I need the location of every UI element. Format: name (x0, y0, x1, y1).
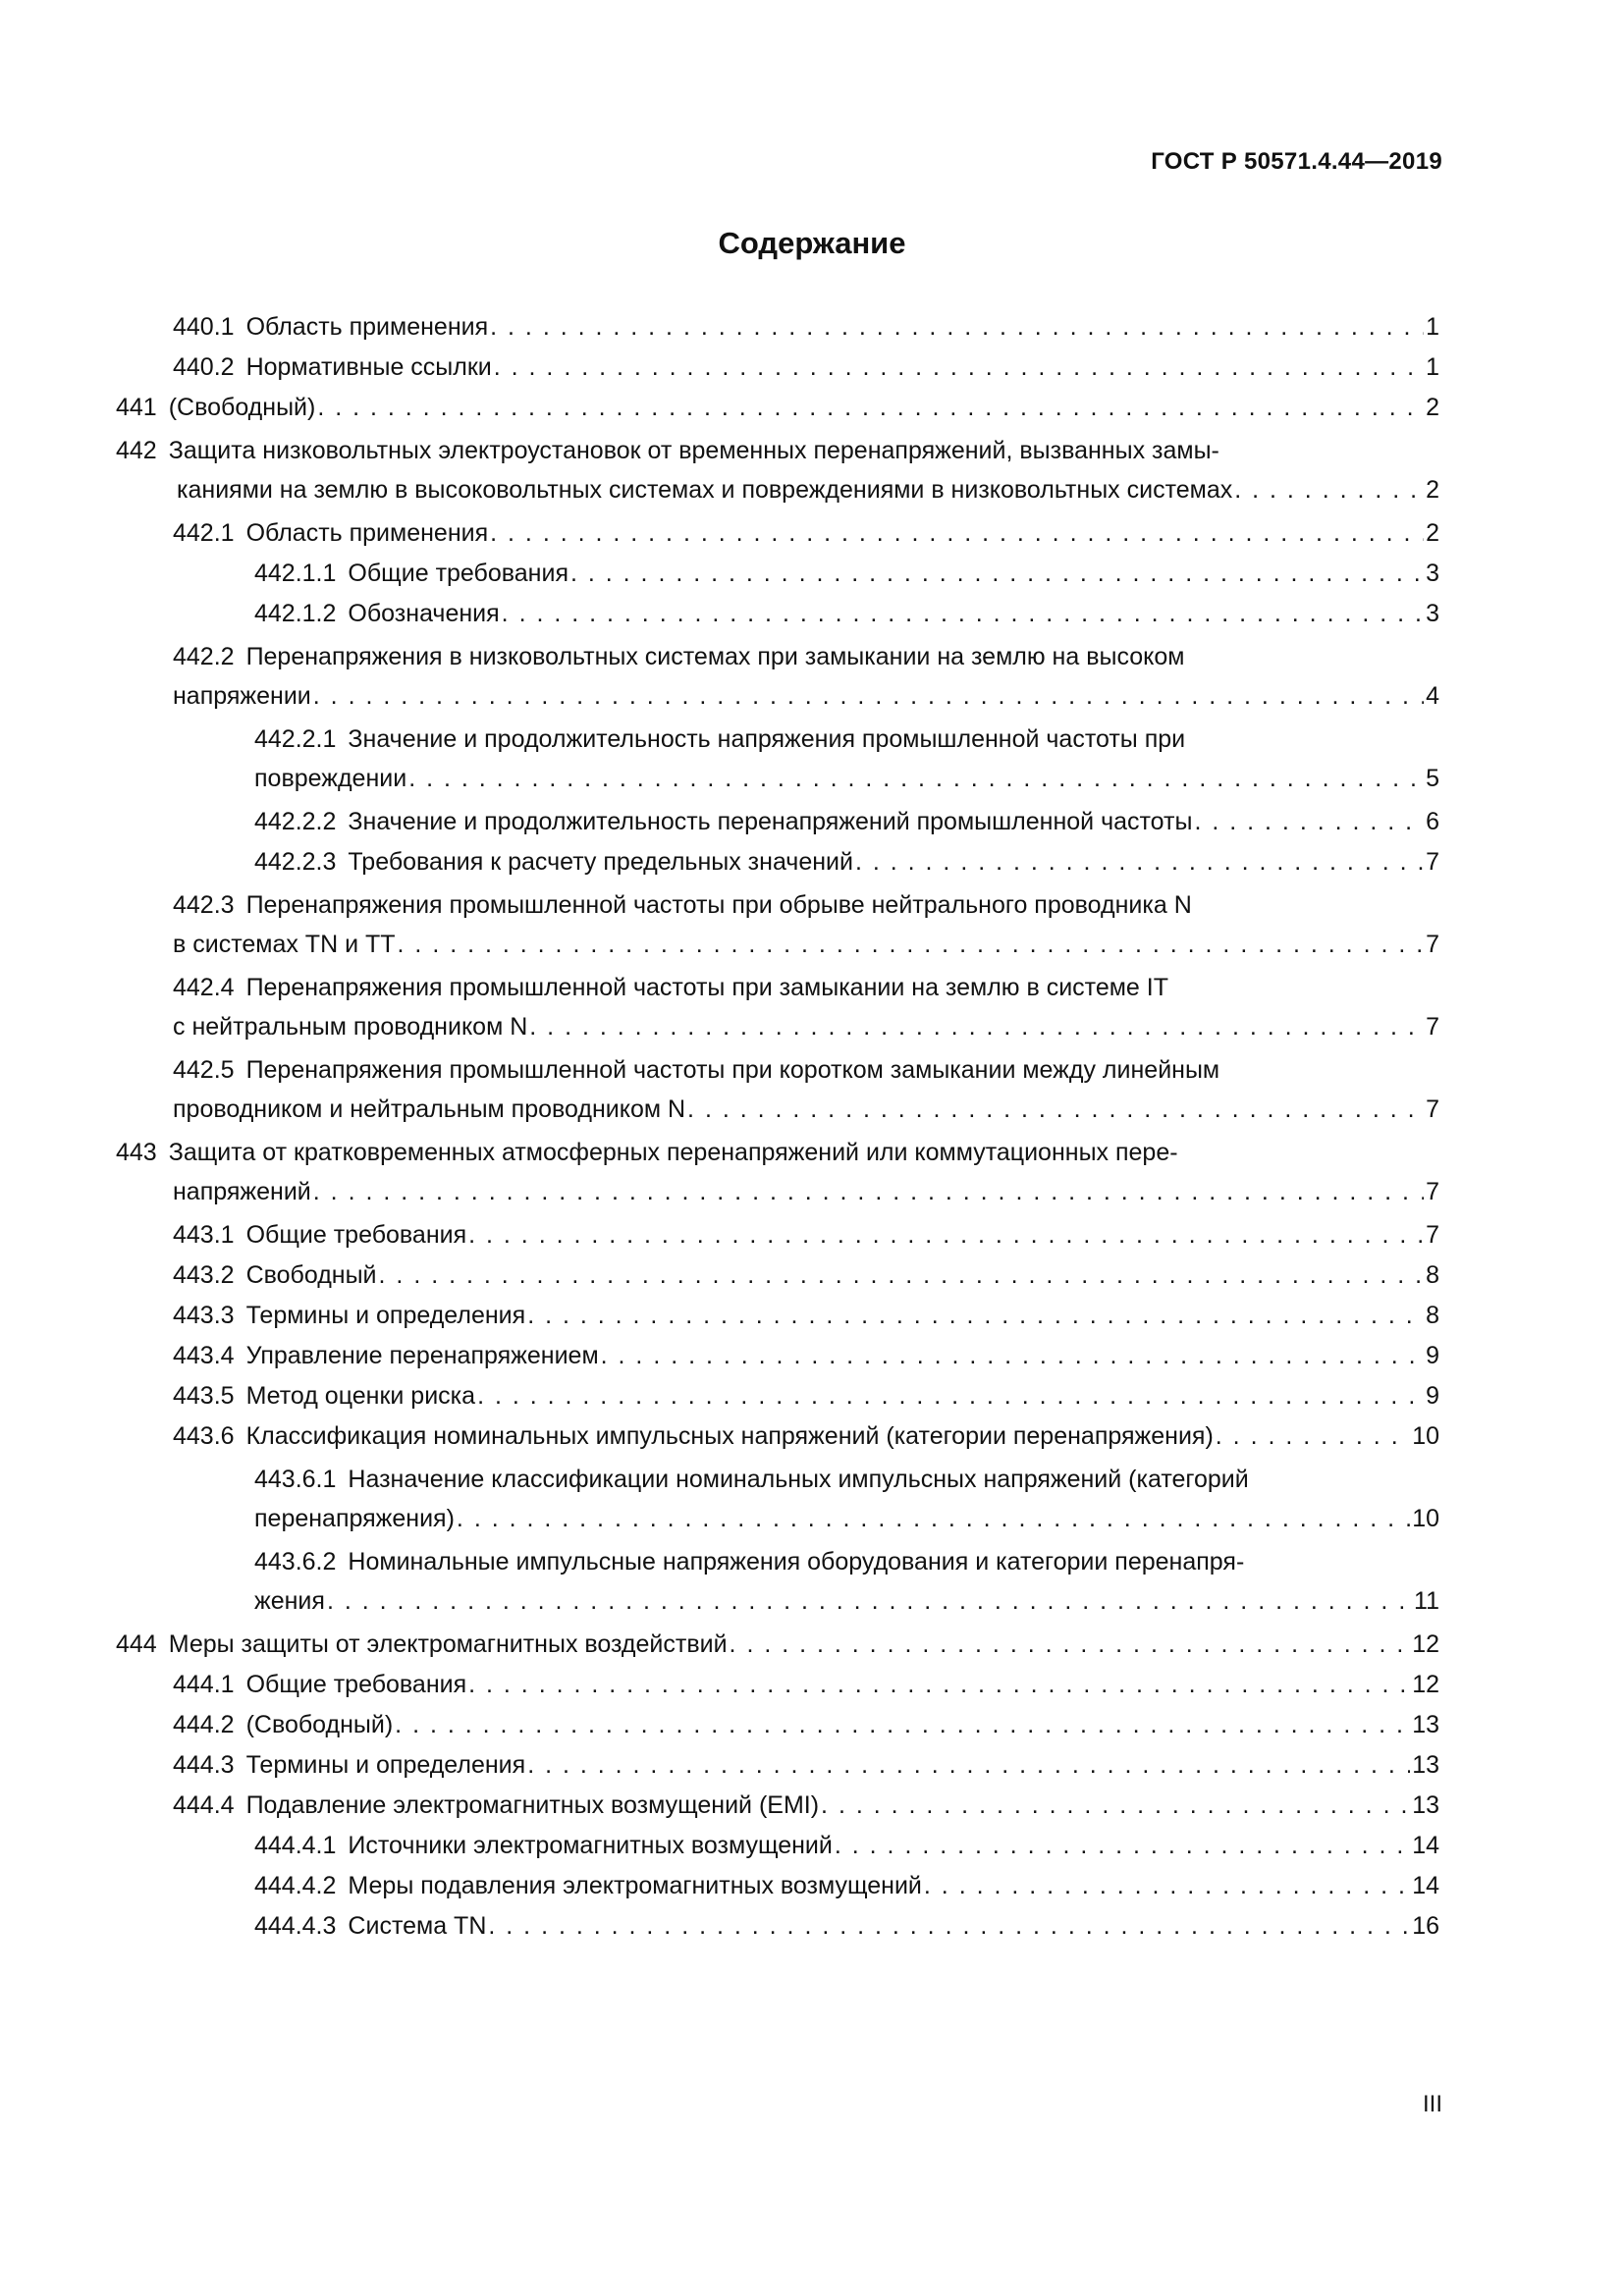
toc-leader-dots (317, 388, 1424, 428)
toc-entry-title: Область применения (245, 313, 489, 341)
toc-entry[interactable] (116, 1786, 1439, 1826)
toc-entry-title: (Свободный) (168, 394, 316, 421)
toc-entry-number: 443.6 (173, 1422, 235, 1450)
toc-entry-number: 442.1.2 (254, 600, 337, 627)
toc-leader-dots (835, 1826, 1410, 1866)
toc-leader-dots (527, 1745, 1410, 1786)
toc-entry[interactable] (116, 1460, 1439, 1538)
toc-entry-number: 442.1.1 (254, 560, 337, 587)
toc-entry-title: Меры подавления электромагнитных возмущений (348, 1872, 922, 1899)
toc-entry-number: 444.4.3 (254, 1912, 337, 1940)
toc-entry-title: Значение и продолжительность перенапряжений промышленной частоты (348, 808, 1193, 835)
toc-entry-title-line: Назначение классификации номинальных импульсных напряжений (категорий (348, 1466, 1249, 1493)
toc-leader-dots (570, 554, 1424, 594)
toc-entry-title-line: Перенапряжения в низковольтных системах при замыкании на землю на высоком (245, 643, 1185, 670)
toc-entry-title-line: перенапряжения) (254, 1505, 455, 1532)
toc-entry[interactable] (116, 637, 1439, 716)
toc-entry-page: 14 (1412, 1832, 1439, 1859)
toc-entry-number: 442.2.3 (254, 848, 337, 876)
toc-entry-title: Управление перенапряжением (245, 1342, 599, 1369)
toc-entry-number: 440.2 (173, 353, 235, 381)
page-title: Содержание (718, 226, 906, 260)
toc-entry-page: 2 (1426, 476, 1439, 504)
toc-entry-title: Обозначения (348, 600, 500, 627)
toc-entry-page: 1 (1426, 353, 1439, 381)
toc-entry-title: Нормативные ссылки (245, 353, 492, 381)
toc-entry-page: 7 (1426, 1178, 1439, 1205)
toc-entry-page: 7 (1426, 1221, 1439, 1249)
toc-entry-number: 444.1 (173, 1671, 235, 1698)
toc-entry-number: 441 (116, 394, 157, 421)
toc-entry[interactable] (116, 1705, 1439, 1745)
toc-entry-title-line: Защита от кратковременных атмосферных перенапряжений или коммутационных пере- (168, 1139, 1178, 1166)
toc-leader-dots (477, 1376, 1424, 1416)
toc-leader-dots (1216, 1416, 1410, 1457)
page-number: III (1422, 2091, 1442, 2117)
toc-entry-title: Система TN (348, 1912, 487, 1940)
toc-entry-title-line: Перенапряжения промышленной частоты при обрыве нейтрального проводника N (245, 891, 1192, 919)
toc-entry-title: Меры защиты от электромагнитных воздействий (168, 1630, 728, 1658)
toc-entry-page: 13 (1412, 1711, 1439, 1738)
toc-leader-dots (408, 759, 1424, 798)
toc-entry-page: 9 (1426, 1342, 1439, 1369)
toc-entry-title-line: с нейтральным проводником N (173, 1013, 528, 1041)
toc-entry-page: 12 (1412, 1671, 1439, 1698)
toc-leader-dots (1234, 470, 1424, 509)
toc-entry-title: (Свободный) (245, 1711, 394, 1738)
toc-entry-number: 442.5 (173, 1056, 235, 1084)
toc-leader-dots (490, 513, 1424, 554)
toc-leader-dots (601, 1336, 1424, 1376)
toc-entry-title: Общие требования (245, 1221, 467, 1249)
toc-entry[interactable] (116, 554, 1439, 594)
toc-entry-title-line: каниями на землю в высоковольтных системах и повреждениями в низковольтных системах (177, 476, 1233, 504)
toc-leader-dots (730, 1625, 1411, 1665)
toc-entry[interactable] (116, 1542, 1439, 1621)
toc-leader-dots (313, 1172, 1424, 1211)
toc-entry[interactable] (116, 1133, 1439, 1211)
toc-entry-number: 443 (116, 1139, 157, 1166)
table-of-contents (116, 307, 1439, 1947)
toc-leader-dots (529, 1007, 1424, 1046)
toc-entry[interactable] (116, 307, 1439, 347)
toc-entry-number: 444 (116, 1630, 157, 1658)
toc-entry[interactable] (116, 1826, 1439, 1866)
toc-leader-dots (924, 1866, 1410, 1906)
toc-entry-page: 4 (1426, 682, 1439, 710)
toc-entry-title: Общие требования (348, 560, 568, 587)
toc-entry-number: 443.6.2 (254, 1548, 337, 1575)
toc-entry-title-line: Номинальные импульсные напряжения оборудования и категории перенапря- (348, 1548, 1245, 1575)
toc-entry-page: 2 (1426, 519, 1439, 547)
toc-entry-number: 443.1 (173, 1221, 235, 1249)
toc-entry-page: 1 (1426, 313, 1439, 341)
toc-entry-page: 3 (1426, 600, 1439, 627)
toc-entry-page: 16 (1412, 1912, 1439, 1940)
toc-entry-page: 7 (1426, 1013, 1439, 1041)
toc-leader-dots (527, 1296, 1424, 1336)
toc-entry[interactable] (116, 1050, 1439, 1129)
toc-entry-number: 444.4 (173, 1791, 235, 1819)
toc-leader-dots (468, 1665, 1410, 1705)
toc-entry-title: Общие требования (245, 1671, 467, 1698)
toc-leader-dots (494, 347, 1424, 388)
toc-entry[interactable] (116, 842, 1439, 882)
toc-leader-dots (490, 307, 1424, 347)
toc-entry-number: 443.5 (173, 1382, 235, 1410)
toc-entry[interactable] (116, 1215, 1439, 1255)
toc-entry-title-line: Защита низковольтных электроустановок от временных перенапряжений, вызванных замы- (168, 437, 1219, 464)
toc-entry[interactable] (116, 513, 1439, 554)
toc-entry-title: Источники электромагнитных возмущений (348, 1832, 833, 1859)
toc-entry-number: 444.4.1 (254, 1832, 337, 1859)
toc-entry-page: 11 (1414, 1587, 1439, 1615)
toc-entry-title-line: Перенапряжения промышленной частоты при коротком замыкании между линейным (245, 1056, 1220, 1084)
toc-entry[interactable] (116, 1255, 1439, 1296)
toc-entry[interactable] (116, 802, 1439, 842)
toc-entry[interactable] (116, 720, 1439, 798)
toc-entry-page: 10 (1412, 1422, 1439, 1450)
toc-entry-page: 13 (1412, 1751, 1439, 1779)
toc-entry-page: 9 (1426, 1382, 1439, 1410)
toc-entry-number: 442.3 (173, 891, 235, 919)
toc-entry-number: 444.2 (173, 1711, 235, 1738)
toc-entry-title-line: повреждении (254, 765, 407, 792)
toc-entry-page: 3 (1426, 560, 1439, 587)
toc-entry[interactable] (116, 1336, 1439, 1376)
toc-leader-dots (488, 1906, 1410, 1947)
toc-leader-dots (379, 1255, 1425, 1296)
toc-leader-dots (398, 925, 1425, 964)
toc-entry-number: 443.4 (173, 1342, 235, 1369)
toc-entry-number: 442.2.2 (254, 808, 337, 835)
toc-entry-page: 6 (1426, 808, 1439, 835)
toc-entry-title-line: проводником и нейтральным проводником N (173, 1095, 686, 1123)
toc-entry-title: Требования к расчету предельных значений (348, 848, 853, 876)
toc-entry-title-line: напряжении (173, 682, 311, 710)
toc-entry[interactable] (116, 1745, 1439, 1786)
toc-entry-number: 440.1 (173, 313, 235, 341)
toc-leader-dots (395, 1705, 1410, 1745)
toc-entry[interactable] (116, 1296, 1439, 1336)
toc-entry[interactable] (116, 1416, 1439, 1457)
toc-entry[interactable] (116, 885, 1439, 964)
toc-entry-title: Классификация номинальных импульсных напряжений (категории перенапряжения) (245, 1422, 1214, 1450)
toc-leader-dots (502, 594, 1424, 634)
toc-entry-title-line: жения (254, 1587, 325, 1615)
toc-entry-page: 10 (1412, 1505, 1439, 1532)
toc-entry-title-line: в системах TN и TT (173, 931, 396, 958)
toc-entry[interactable] (116, 347, 1439, 388)
toc-entry-number: 442.1 (173, 519, 235, 547)
toc-entry[interactable] (116, 388, 1439, 428)
toc-entry[interactable] (116, 1376, 1439, 1416)
toc-entry[interactable] (116, 1665, 1439, 1705)
toc-entry-number: 443.6.1 (254, 1466, 337, 1493)
toc-entry-title: Свободный (245, 1261, 377, 1289)
toc-leader-dots (468, 1215, 1424, 1255)
toc-leader-dots (687, 1090, 1424, 1129)
toc-entry-title: Термины и определения (245, 1302, 526, 1329)
toc-leader-dots (855, 842, 1424, 882)
toc-entry-page: 7 (1426, 1095, 1439, 1123)
toc-entry-page: 12 (1412, 1630, 1439, 1658)
toc-entry-page: 14 (1412, 1872, 1439, 1899)
toc-entry-page: 7 (1426, 931, 1439, 958)
toc-leader-dots (1194, 802, 1424, 842)
toc-entry-page: 7 (1426, 848, 1439, 876)
toc-entry-number: 444.3 (173, 1751, 235, 1779)
toc-entry[interactable] (116, 1866, 1439, 1906)
toc-entry[interactable] (116, 594, 1439, 634)
toc-leader-dots (457, 1499, 1410, 1538)
toc-entry-number: 443.3 (173, 1302, 235, 1329)
toc-entry-number: 442.4 (173, 974, 235, 1001)
toc-leader-dots (313, 676, 1424, 716)
toc-entry-number: 443.2 (173, 1261, 235, 1289)
toc-entry-number: 442.2 (173, 643, 235, 670)
toc-entry-page: 8 (1426, 1302, 1439, 1329)
toc-entry-title-line: Значение и продолжительность напряжения промышленной частоты при (348, 725, 1186, 753)
toc-entry-title: Метод оценки риска (245, 1382, 476, 1410)
toc-entry[interactable] (116, 1625, 1439, 1665)
toc-entry-number: 442 (116, 437, 157, 464)
toc-entry-title: Термины и определения (245, 1751, 526, 1779)
toc-entry[interactable] (116, 968, 1439, 1046)
toc-entry[interactable] (116, 1906, 1439, 1947)
toc-entry-page: 13 (1412, 1791, 1439, 1819)
toc-entry-number: 442.2.1 (254, 725, 337, 753)
toc-entry-title-line: Перенапряжения промышленной частоты при замыкании на землю в системе IT (245, 974, 1169, 1001)
toc-entry-page: 5 (1426, 765, 1439, 792)
toc-entry-number: 444.4.2 (254, 1872, 337, 1899)
document-identifier: ГОСТ Р 50571.4.44—2019 (1151, 148, 1442, 175)
toc-entry[interactable] (116, 431, 1439, 509)
toc-entry-page: 2 (1426, 394, 1439, 421)
toc-entry-title-line: напряжений (173, 1178, 311, 1205)
toc-leader-dots (821, 1786, 1410, 1826)
toc-entry-page: 8 (1426, 1261, 1439, 1289)
toc-entry-title: Подавление электромагнитных возмущений (EMI) (245, 1791, 820, 1819)
toc-entry-title: Область применения (245, 519, 489, 547)
toc-leader-dots (327, 1581, 1412, 1621)
